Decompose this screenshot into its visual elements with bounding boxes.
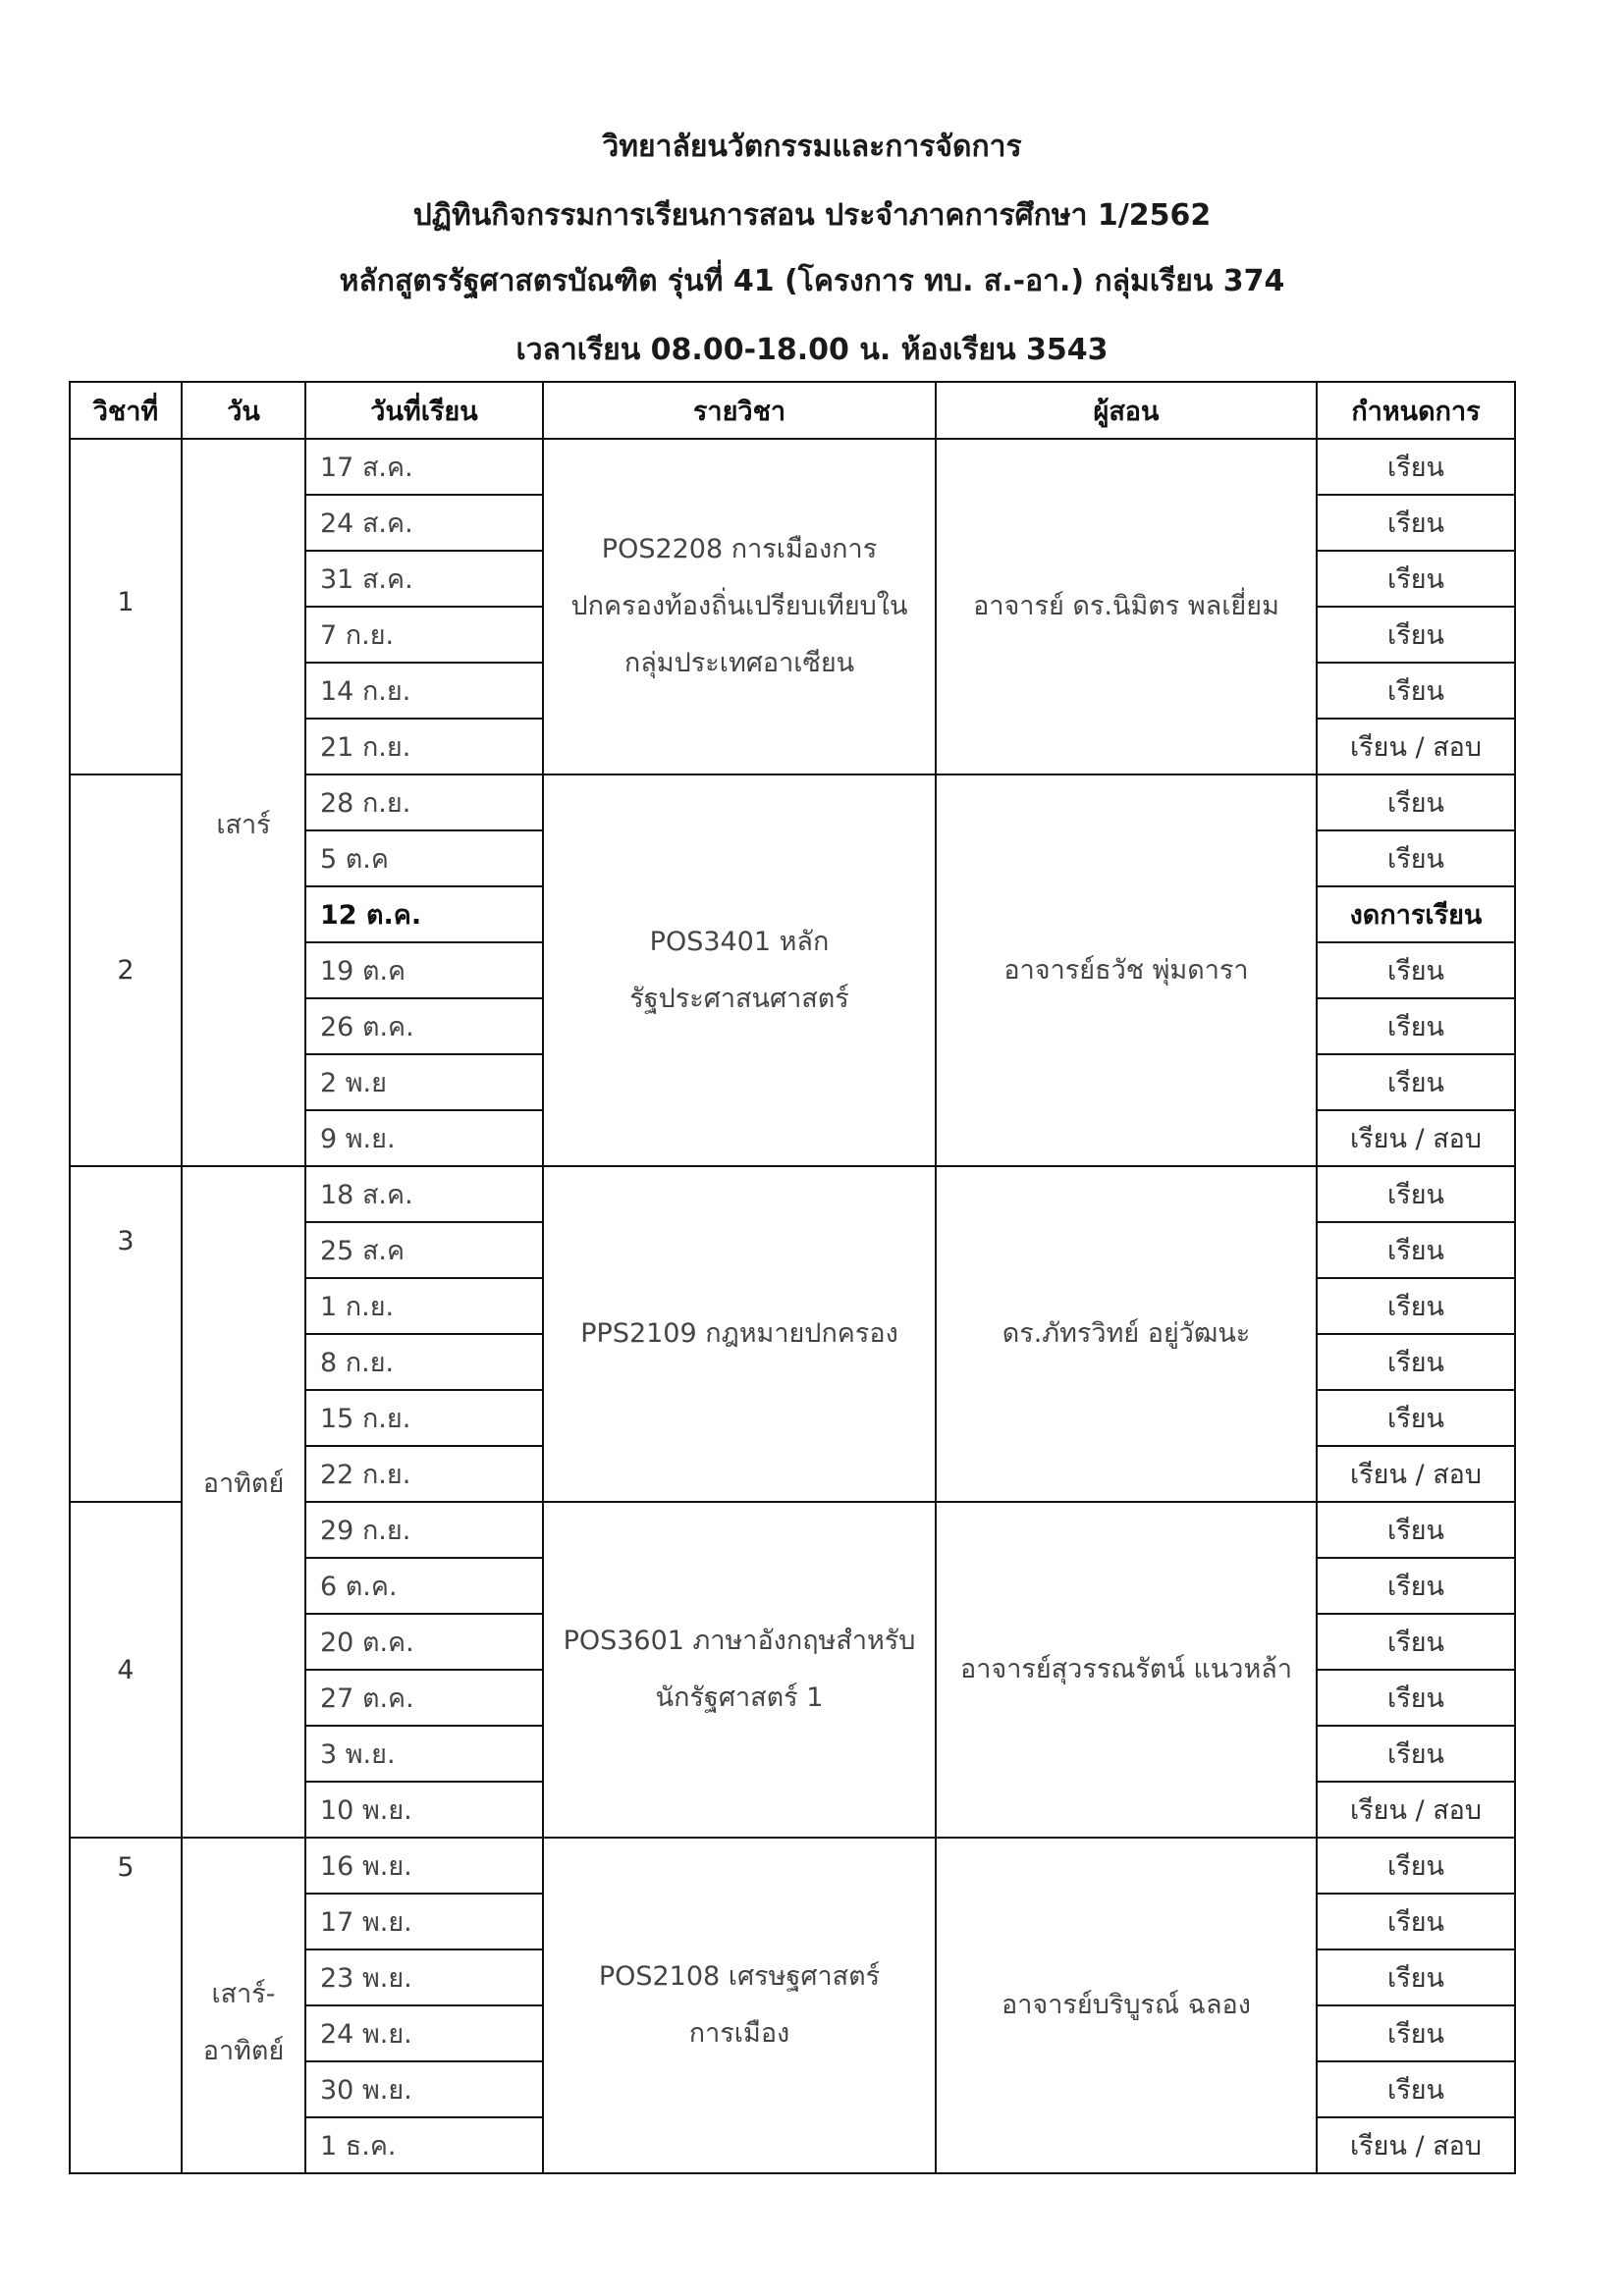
header-row bbox=[70, 382, 1515, 439]
status-cell: เรียน bbox=[1317, 2005, 1515, 2061]
status-cell: เรียน bbox=[1317, 998, 1515, 1054]
status-cell: เรียน bbox=[1317, 1334, 1515, 1390]
col-subject: รายวิชา bbox=[543, 382, 936, 439]
day-cell bbox=[182, 1838, 305, 2173]
course-number: 3 bbox=[70, 1166, 182, 1502]
date-cell: 17 พ.ย. bbox=[305, 1894, 543, 1949]
table-row bbox=[70, 1838, 1515, 1894]
status-cell: เรียน bbox=[1317, 607, 1515, 663]
table-row bbox=[70, 439, 1515, 495]
date-cell: 22 ก.ย. bbox=[305, 1446, 543, 1502]
status-cell: เรียน bbox=[1317, 1614, 1515, 1670]
status-cell: เรียน bbox=[1317, 1166, 1515, 1222]
status-cell: เรียน bbox=[1317, 1278, 1515, 1334]
status-cell: เรียน / สอบ bbox=[1317, 719, 1515, 774]
date-cell: 21 ก.ย. bbox=[305, 719, 543, 774]
teacher-cell: อาจารย์ธวัช พุ่มดารา bbox=[936, 774, 1317, 1166]
teacher-cell: อาจารย์บริบูรณ์ ฉลอง bbox=[936, 1838, 1317, 2173]
date-cell: 25 ส.ค bbox=[305, 1222, 543, 1278]
date-cell: 1 ธ.ค. bbox=[305, 2117, 543, 2173]
date-cell: 14 ก.ย. bbox=[305, 663, 543, 719]
col-date: วันที่เรียน bbox=[305, 382, 543, 439]
status-cell: เรียน bbox=[1317, 830, 1515, 886]
class-time-room: เวลาเรียน 08.00-18.00 น. ห้องเรียน 3543 bbox=[515, 333, 1109, 367]
status-cell: เรียน bbox=[1317, 774, 1515, 830]
subject-cell: POS2108 เศรษฐศาสตร์การเมือง bbox=[543, 1838, 936, 2173]
college-title: วิทยาลัยนวัตกรรมและการจัดการ bbox=[602, 130, 1022, 164]
date-cell: 27 ต.ค. bbox=[305, 1670, 543, 1726]
date-cell: 28 ก.ย. bbox=[305, 774, 543, 830]
col-course-no: วิชาที่ bbox=[70, 382, 182, 439]
date-cell: 30 พ.ย. bbox=[305, 2061, 543, 2117]
date-cell: 15 ก.ย. bbox=[305, 1390, 543, 1446]
date-cell: 10 พ.ย. bbox=[305, 1782, 543, 1838]
date-cell: 24 ส.ค. bbox=[305, 495, 543, 551]
day-cell: เสาร์ bbox=[182, 439, 305, 1166]
date-cell: 16 พ.ย. bbox=[305, 1838, 543, 1894]
status-cell: เรียน bbox=[1317, 1670, 1515, 1726]
status-cell: เรียน bbox=[1317, 2061, 1515, 2117]
teacher-cell: อาจารย์ ดร.นิมิตร พลเยี่ยม bbox=[936, 439, 1317, 774]
status-cell: เรียน bbox=[1317, 1558, 1515, 1614]
status-cell: เรียน bbox=[1317, 551, 1515, 607]
date-cell: 12 ต.ค. bbox=[305, 886, 543, 942]
date-cell: 17 ส.ค. bbox=[305, 439, 543, 495]
calendar-title: ปฏิทินกิจกรรมการเรียนการสอน ประจำภาคการศึกษา 1/2562 bbox=[412, 198, 1212, 233]
status-cell: เรียน bbox=[1317, 1054, 1515, 1110]
status-cell: เรียน bbox=[1317, 495, 1515, 551]
day-cell: อาทิตย์ bbox=[182, 1166, 305, 1838]
teacher-cell: ดร.ภัทรวิทย์ อยู่วัฒนะ bbox=[936, 1166, 1317, 1502]
col-day: วัน bbox=[182, 382, 305, 439]
schedule-table bbox=[69, 381, 1516, 2174]
date-cell: 9 พ.ย. bbox=[305, 1110, 543, 1166]
col-status: กำหนดการ bbox=[1317, 382, 1515, 439]
teacher-cell: อาจารย์สุวรรณรัตน์ แนวหล้า bbox=[936, 1502, 1317, 1838]
status-cell: เรียน / สอบ bbox=[1317, 1110, 1515, 1166]
date-cell: 31 ส.ค. bbox=[305, 551, 543, 607]
subject-cell: POS3401 หลักรัฐประศาสนศาสตร์ bbox=[543, 774, 936, 1166]
course-number: 1 bbox=[70, 439, 182, 774]
program-title: หลักสูตรรัฐศาสตรบัณฑิต รุ่นที่ 41 (โครงการ ทบ. ส.-อา.) กลุ่มเรียน 374 bbox=[339, 264, 1285, 298]
date-cell: 6 ต.ค. bbox=[305, 1558, 543, 1614]
date-cell: 18 ส.ค. bbox=[305, 1166, 543, 1222]
status-cell: เรียน bbox=[1317, 942, 1515, 998]
date-cell: 23 พ.ย. bbox=[305, 1949, 543, 2005]
date-cell: 5 ต.ค bbox=[305, 830, 543, 886]
status-cell: เรียน bbox=[1317, 663, 1515, 719]
subject-cell: POS2208 การเมืองการปกครองท้องถิ่นเปรียบเทียบในกลุ่มประเทศอาเซียน bbox=[543, 439, 936, 774]
col-teacher: ผู้สอน bbox=[936, 382, 1317, 439]
status-cell: เรียน bbox=[1317, 1949, 1515, 2005]
day-line-2: อาทิตย์ bbox=[202, 2036, 285, 2066]
date-cell: 7 ก.ย. bbox=[305, 607, 543, 663]
status-cell: เรียน bbox=[1317, 1390, 1515, 1446]
course-number: 4 bbox=[70, 1502, 182, 1838]
date-cell: 29 ก.ย. bbox=[305, 1502, 543, 1558]
status-cell: งดการเรียน bbox=[1317, 886, 1515, 942]
status-cell: เรียน bbox=[1317, 1222, 1515, 1278]
date-cell: 19 ต.ค bbox=[305, 942, 543, 998]
status-cell: เรียน bbox=[1317, 1726, 1515, 1782]
status-cell: เรียน bbox=[1317, 1502, 1515, 1558]
day-line-1: เสาร์- bbox=[211, 1979, 276, 2009]
date-cell: 2 พ.ย bbox=[305, 1054, 543, 1110]
date-cell: 1 ก.ย. bbox=[305, 1278, 543, 1334]
status-cell: เรียน / สอบ bbox=[1317, 1446, 1515, 1502]
subject-cell: PPS2109 กฎหมายปกครอง bbox=[543, 1166, 936, 1502]
date-cell: 24 พ.ย. bbox=[305, 2005, 543, 2061]
table-row bbox=[70, 1166, 1515, 1222]
date-cell: 26 ต.ค. bbox=[305, 998, 543, 1054]
date-cell: 8 ก.ย. bbox=[305, 1334, 543, 1390]
course-number: 5 bbox=[70, 1838, 182, 2173]
status-cell: เรียน / สอบ bbox=[1317, 2117, 1515, 2173]
course-number: 2 bbox=[70, 774, 182, 1166]
status-cell: เรียน bbox=[1317, 1894, 1515, 1949]
status-cell: เรียน bbox=[1317, 1838, 1515, 1894]
status-cell: เรียน / สอบ bbox=[1317, 1782, 1515, 1838]
subject-cell: POS3601 ภาษาอังกฤษสำหรับนักรัฐศาสตร์ 1 bbox=[543, 1502, 936, 1838]
date-cell: 20 ต.ค. bbox=[305, 1614, 543, 1670]
status-cell: เรียน bbox=[1317, 439, 1515, 495]
date-cell: 3 พ.ย. bbox=[305, 1726, 543, 1782]
